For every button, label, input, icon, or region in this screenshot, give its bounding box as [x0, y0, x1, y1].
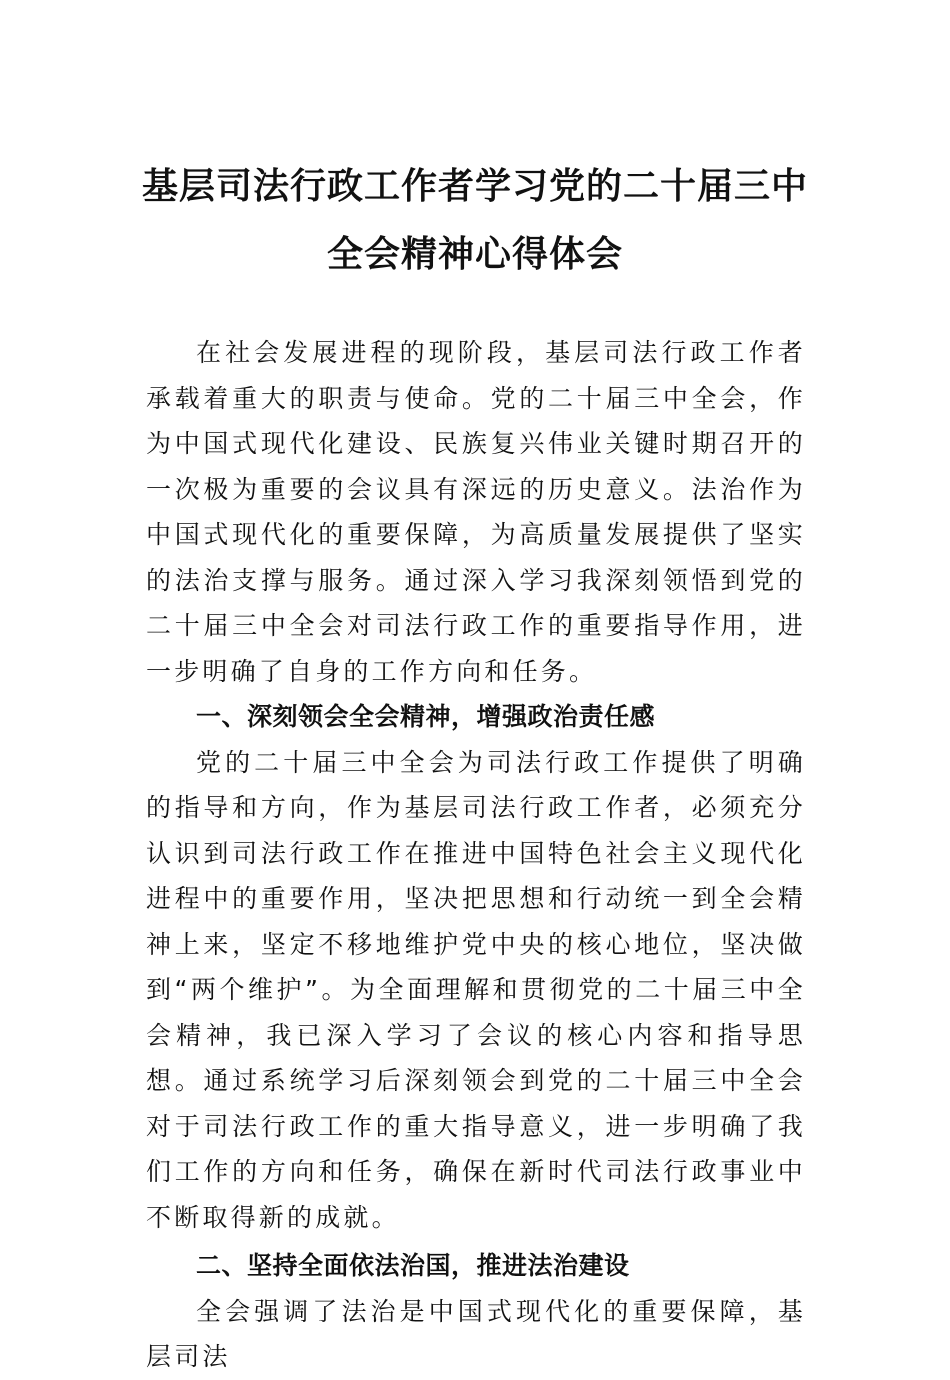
paragraph-intro: 在社会发展进程的现阶段，基层司法行政工作者承载着重大的职责与使命。党的二十届三中全会，作为中国式现代化建设、民族复兴伟业关键时期召开的一次极为重要的会议具有深远的历史意义。法治作为中国式现代化的重要保障，为高质量发展提供了坚实的法治支撑与服务。通过深入学习我深刻领悟到党的二十届三中全会对司法行政工作的重要指导作用，进一步明确了自身的工作方向和任务。	[146, 338, 806, 686]
section-heading-2: 二、坚持全面依法治国，推进法治建设	[196, 1251, 630, 1280]
document-title-line-2: 全会精神心得体会	[326, 233, 623, 275]
document-title-line-1: 基层司法行政工作者学习党的二十届三中	[141, 165, 808, 207]
paragraph-section-2: 全会强调了法治是中国式现代化的重要保障，基层司法	[146, 1296, 806, 1371]
section-heading-1: 一、深刻领会全会精神，增强政治责任感	[196, 702, 656, 731]
paragraph-section-1: 党的二十届三中全会为司法行政工作提供了明确的指导和方向，作为基层司法行政工作者，必须充分认识到司法行政工作在推进中国特色社会主义现代化进程中的重要作用，坚决把思想和行动统一到全会精神上来，坚定不移地维护党中央的核心地位，坚决做到“两个维护”。为全面理解和贯彻党的二十届三中全会精神，我已深入学习了会议的核心内容和指导思想。通过系统学习后深刻领会到党的二十届三中全会对于司法行政工作的重大指导意义，进一步明确了我们工作的方向和任务，确保在新时代司法行政事业中不断取得新的成就。	[146, 747, 806, 1232]
document-body	[146, 330, 806, 1380]
